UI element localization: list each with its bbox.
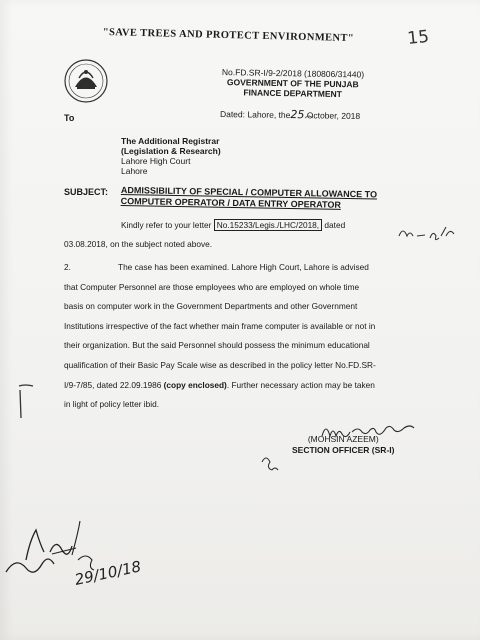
paragraph-2-line-8: in light of policy letter ibid. (64, 399, 160, 410)
paragraph-1-line-2: 03.08.2018, on the subject noted above. (64, 239, 213, 249)
paragraph-2-line-6: qualification of their Basic Pay Scale wise as described in the policy letter No.FD.SR- (64, 359, 376, 370)
recipient-address (121, 136, 221, 176)
letter-number: No.FD.SR-I/9-2/2018 (180806/31440) (221, 67, 365, 80)
date-prefix: Dated: Lahore, the (219, 109, 291, 121)
paragraph-2-line-1: 2. The case has been examined. Lahore High Court, Lahore is advised (64, 262, 369, 272)
paragraph-2-line-3: basis on computer work in the Government Departments and other Government (64, 301, 358, 312)
department-name: FINANCE DEPARTMENT (243, 87, 343, 100)
date-suffix: October, 2018 (304, 110, 361, 121)
date-line (220, 107, 360, 122)
date-day: 25 (290, 108, 305, 122)
signatory-name: (MOHSIN AZEEM) (307, 434, 379, 444)
recipient-line-1: The Additional Registrar (121, 136, 220, 146)
kindly-suffix: dated (324, 220, 346, 230)
letter-reference-block (221, 67, 364, 99)
government-name: GOVERNMENT OF THE PUNJAB (226, 77, 359, 90)
paragraph-1-line-1 (121, 220, 345, 231)
svg-text:29/10/18: 29/10/18 (73, 557, 143, 589)
signature-block (292, 434, 394, 456)
punjab-crest-logo (63, 58, 109, 104)
paragraph-2-line-7: I/9-7/85, dated 22.09.1986 (copy enclosed). Further necessary action may be taken (64, 379, 375, 390)
subject-label: SUBJECT: (64, 187, 109, 197)
page-number-handwritten: 15 (406, 26, 431, 49)
subject-text: ADMISSIBILITY OF SPECIAL / COMPUTER ALLOWANCE TO COMPUTER OPERATOR / DATA ENTRY OPERATOR (120, 185, 378, 210)
to-label: To (64, 113, 75, 123)
recipient-line-4: Lahore (121, 166, 148, 176)
copy-enclosed-note: (copy enclosed) (163, 379, 227, 390)
paragraph-2-line-2: that Computer Personnel are those employees who are employed on whole time (64, 281, 360, 292)
paragraph-2 (64, 262, 436, 419)
paragraph-number: 2. (64, 262, 71, 272)
paragraph-2-line-5: their organization. But the said Personnel should possess the minimum educational (64, 340, 370, 351)
referenced-letter-number: No.15233/Legis./LHC/2018, (214, 219, 322, 231)
signatory-title: SECTION OFFICER (SR-I) (292, 445, 395, 455)
paragraph-2-line-4: Institutions irrespective of the fact whether main frame computer is available or not in (64, 320, 376, 331)
kindly-prefix: Kindly refer to your letter (121, 220, 212, 230)
motto-heading: "SAVE TREES AND PROTECT ENVIRONMENT" (102, 27, 355, 45)
recipient-line-2: (Legislation & Research) (121, 146, 221, 156)
recipient-line-3: Lahore High Court (121, 156, 191, 166)
